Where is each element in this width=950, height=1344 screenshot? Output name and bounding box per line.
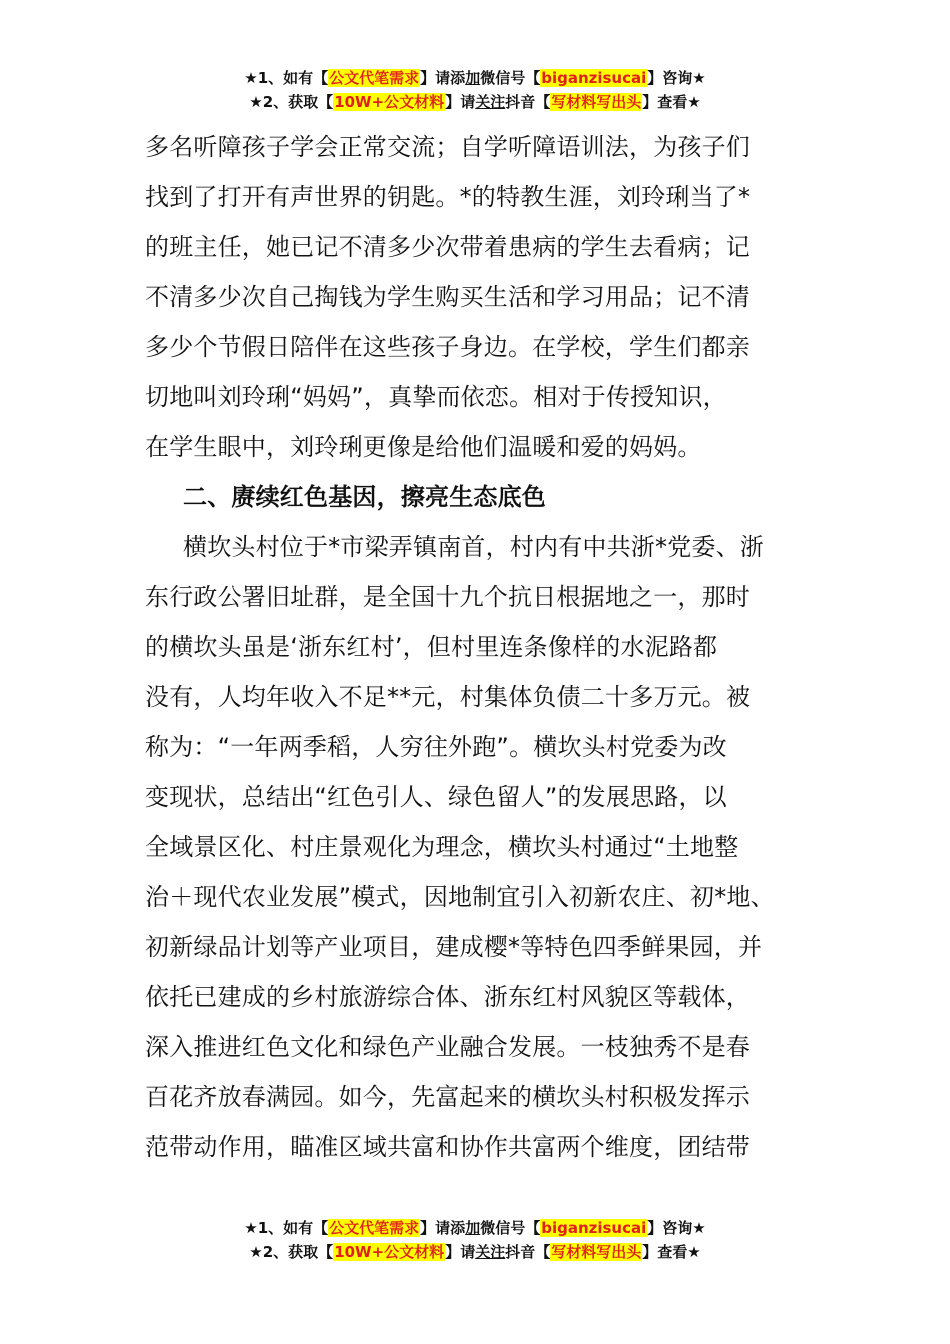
text-line: 变现状，总结出“红色引人、绿色留人”的发展思路，以 [145, 783, 727, 811]
section-heading: 二、赓续红色基因，擦亮生态底色 [183, 483, 546, 511]
banner-text: 】请添 [420, 69, 466, 87]
banner-text: 】请添 [420, 1219, 466, 1237]
banner-text: 】请 [445, 1243, 476, 1261]
banner-highlight: biganzisucai [541, 69, 647, 87]
text-line: 找到了打开有声世界的钥匙。*的特教生涯，刘玲琍当了* [145, 183, 751, 211]
banner-text: 】查看★ [642, 1243, 701, 1261]
banner-highlight: 10W+公文材料 [334, 93, 445, 111]
banner-underline: 加 [465, 1219, 481, 1237]
banner-underline: 关注 [475, 93, 506, 111]
banner-text: 抖音【 [505, 1243, 551, 1261]
banner-underline: 加 [465, 69, 481, 87]
text-line: 在学生眼中，刘玲琍更像是给他们温暖和爱的妈妈。 [145, 433, 702, 461]
banner-highlight: 公文代笔需求 [329, 1219, 420, 1237]
text-line: 称为：“一年两季稻，人穷往外跑”。横坎头村党委为改 [145, 733, 727, 761]
top-banner [0, 66, 950, 114]
banner-text: 抖音【 [505, 93, 551, 111]
banner-text: 微信号【 [480, 1219, 541, 1237]
banner-text: 】查看★ [642, 93, 701, 111]
banner-text: 】请 [445, 93, 476, 111]
banner-text: ★1、如有【 [244, 1219, 329, 1237]
banner-text: 】咨询★ [647, 1219, 706, 1237]
text-line: 初新绿品计划等产业项目，建成樱*等特色四季鲜果园，并 [145, 933, 763, 961]
text-line: 横坎头村位于*市梁弄镇南首，村内有中共浙*党委、浙 [183, 533, 764, 561]
bottom-banner [0, 1216, 950, 1264]
text-line: 深入推进红色文化和绿色产业融合发展。一枝独秀不是春 [145, 1033, 750, 1061]
document-body [145, 122, 825, 1172]
text-line: 百花齐放春满园。如今，先富起来的横坎头村积极发挥示 [145, 1083, 750, 1111]
banner-highlight: 10W+公文材料 [334, 1243, 445, 1261]
banner-line-2 [0, 90, 950, 114]
text-line: 依托已建成的乡村旅游综合体、浙东红村风貌区等载体， [145, 983, 750, 1011]
banner-line-1 [0, 1216, 950, 1240]
text-line: 多少个节假日陪伴在这些孩子身边。在学校，学生们都亲 [145, 333, 750, 361]
text-line: 全域景区化、村庄景观化为理念，横坎头村通过“土地整 [145, 833, 739, 861]
banner-text: 微信号【 [480, 69, 541, 87]
banner-text: ★2、获取【 [249, 93, 334, 111]
banner-highlight: biganzisucai [541, 1219, 647, 1237]
text-line: 治＋现代农业发展”模式，因地制宜引入初新农庄、初*地、 [145, 883, 775, 911]
banner-highlight: 公文代笔需求 [329, 69, 420, 87]
text-line: 的班主任，她已记不清多少次带着患病的学生去看病；记 [145, 233, 750, 261]
banner-underline: 关注 [475, 1243, 506, 1261]
banner-highlight: 写材料写出头 [551, 1243, 642, 1261]
text-line: 范带动作用，瞄准区域共富和协作共富两个维度，团结带 [145, 1133, 750, 1161]
banner-line-1 [0, 66, 950, 90]
banner-text: 】咨询★ [647, 69, 706, 87]
banner-text: ★2、获取【 [249, 1243, 334, 1261]
text-line: 切地叫刘玲琍“妈妈”，真挚而依恋。相对于传授知识， [145, 383, 727, 411]
text-line: 东行政公署旧址群，是全国十九个抗日根据地之一，那时 [145, 583, 750, 611]
text-line: 没有，人均年收入不足**元，村集体负债二十多万元。被 [145, 683, 751, 711]
banner-line-2 [0, 1240, 950, 1264]
text-line: 多名听障孩子学会正常交流；自学听障语训法，为孩子们 [145, 133, 750, 161]
text-line: 的横坎头虽是‘浙东红村’，但村里连条像样的水泥路都 [145, 633, 718, 661]
banner-highlight: 写材料写出头 [551, 93, 642, 111]
text-line: 不清多少次自己掏钱为学生购买生活和学习用品；记不清 [145, 283, 750, 311]
banner-text: ★1、如有【 [244, 69, 329, 87]
